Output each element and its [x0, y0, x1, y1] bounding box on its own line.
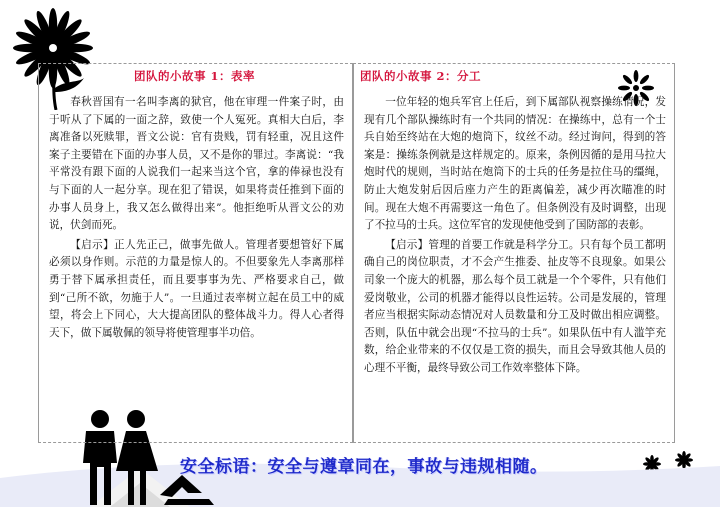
story-body: [49, 94, 344, 342]
story-title: 团队的小故事 1：表率: [134, 69, 256, 83]
story-panel-2: [353, 63, 675, 443]
story-panel-1: [38, 63, 353, 443]
safety-slogan: 安全标语：安全与遵章同在，事故与违规相随。: [180, 457, 548, 477]
insight-paragraph: 【启示】管理的首要工作就是科学分工。只有每个员工都明确自己的岗位职责，才不会产生推委、扯皮等不良现象。如果公司象一个庞大的机器，那么每个员工就是一个个零件，只有他们爱岗敬业，公司的机器才能得以良性运转。公司是发展的，管理者应当根据实际动态情况对人员数量和分工及时做出相应调整。否则，队伍中就会出现“不拉马的士兵”。如果队伍中有人滥竽充数，给企业带来的不仅仅是工资的损失，而且会导致其他人员的心理不平衡，最终导致公司工作效率整体下降。: [364, 238, 666, 374]
story-paragraph: 一位年轻的炮兵军官上任后，到下属部队视察操练情况，发现有几个部队操练时有一个共同的情况：在操练中，总有一个士兵自始至终站在大炮的炮筒下，纹丝不动。经过询问，得到的答案是：操练条例就是这样规定的。原来，条例因循的是用马拉大炮时代的规则，当时站在炮筒下的士兵的任务是拉住马的缰绳，防止大炮发射后因后座力产生的距离偏差，减少再次瞄准的时间。现在大炮不再需要这一角色了。但条例没有及时调整，出现了不拉马的士兵。这位军官的发现使他受到了国防部的表彰。: [364, 96, 666, 232]
story-title: 团队的小故事 2：分工: [360, 69, 482, 83]
story-body: [364, 94, 666, 378]
insight-paragraph: 【启示】正人先正己，做事先做人。管理者要想管好下属必须以身作则。示范的力量是惊人的。不但要象先人李离那样勇于替下属承担责任，而且要事事为先、严格要求自己，做到“己所不欲，勿施于人”。一旦通过表率树立起在员工中的威望，将会上下同心，大大提高团队的整体战斗力。得人心者得天下，做下属敬佩的领导将使管理事半功倍。: [49, 238, 344, 339]
story-paragraph: 春秋晋国有一名叫李离的狱官，他在审理一件案子时，由于听从了下属的一面之辞，致使一个人冤死。真相大白后，李离准备以死赎罪，晋文公说：官有贵贱，罚有轻重，况且这件案子主要错在下面的办事人员，又不是你的罪过。李离说：“我平常没有跟下面的人说我们一起来当这个官，拿的俸禄也没有与下面的人一起分享。现在犯了错误，如果将责任推到下面的办事人员身上，我又怎么做得出来”。他拒绝听从晋文公的劝说，伏剑而死。: [49, 96, 344, 232]
